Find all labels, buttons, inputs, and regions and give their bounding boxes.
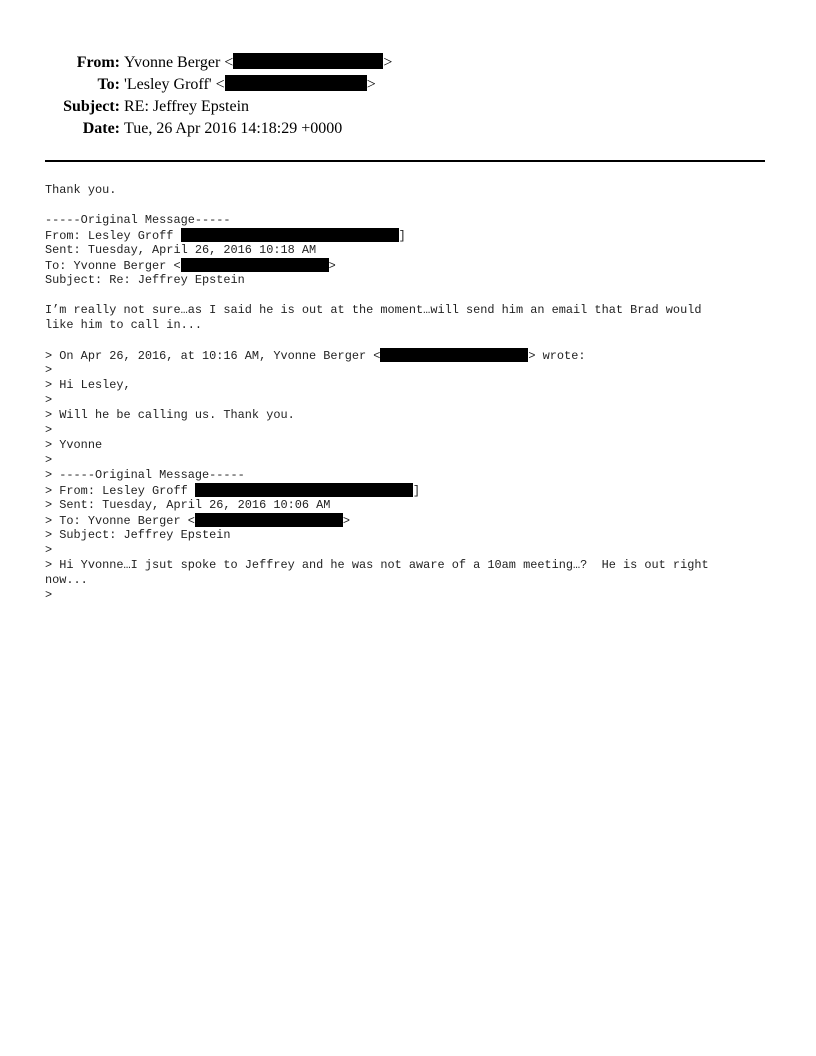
body-line: > Yvonne [45, 438, 103, 452]
body-text: To: Yvonne Berger < [45, 259, 181, 273]
to-close: > [366, 76, 376, 93]
body-line: > [45, 363, 53, 377]
redaction-box [181, 258, 329, 272]
body-line: I’m really not sure…as I said he is out at the moment…will send him an email that Brad would [45, 303, 702, 317]
body-line: > [45, 393, 53, 407]
header-date-row [0, 118, 816, 140]
body-text: > [342, 514, 350, 528]
body-text: > On Apr 26, 2016, at 10:16 AM, Yvonne Berger < [45, 349, 381, 363]
body-line: > [45, 543, 53, 557]
body-line: > Hi Lesley, [45, 378, 131, 392]
body-line: > Hi Yvonne…I jsut spoke to Jeffrey and he was not aware of a 10am meeting…? He is out right [45, 558, 709, 572]
body-line: > Will he be calling us. Thank you. [45, 408, 295, 422]
body-line: > Sent: Tuesday, April 26, 2016 10:06 AM [45, 498, 331, 512]
body-line: > Subject: Jeffrey Epstein [45, 528, 231, 542]
body-text: ] [412, 484, 420, 498]
body-line: Sent: Tuesday, April 26, 2016 10:18 AM [45, 243, 317, 257]
body-line [45, 228, 785, 243]
to-name: 'Lesley Groff' < [124, 76, 225, 93]
subject-value: RE: Jeffrey Epstein [124, 98, 250, 115]
to-label: To: [97, 76, 120, 93]
body-line [45, 258, 785, 273]
body-line: now... [45, 573, 88, 587]
subject-label: Subject: [63, 98, 120, 115]
header-subject-row [0, 96, 816, 118]
body-line: like him to call in... [45, 318, 202, 332]
body-line [45, 513, 785, 528]
to-value [124, 74, 376, 96]
redaction-box [195, 483, 413, 497]
from-close: > [383, 54, 393, 71]
body-line [45, 348, 785, 363]
header-divider [45, 160, 765, 162]
body-line: Thank you. [45, 183, 117, 197]
from-label: From: [76, 54, 120, 71]
redaction-box [195, 513, 343, 527]
body-text: From: Lesley Groff [45, 229, 181, 243]
date-value: Tue, 26 Apr 2016 14:18:29 +0000 [124, 120, 343, 137]
redaction-box [233, 53, 383, 69]
date-label: Date: [82, 120, 120, 137]
from-name: Yvonne Berger < [124, 54, 234, 71]
body-line: > [45, 588, 53, 602]
body-text: > wrote: [528, 349, 586, 363]
body-line [45, 483, 785, 498]
redaction-box [225, 75, 367, 91]
body-text: > [328, 259, 336, 273]
body-line: > -----Original Message----- [45, 468, 245, 482]
redaction-box [380, 348, 528, 362]
body-line: > [45, 423, 53, 437]
body-line: Subject: Re: Jeffrey Epstein [45, 273, 245, 287]
redaction-box [181, 228, 399, 242]
from-value [124, 52, 392, 74]
body-line: -----Original Message----- [45, 213, 231, 227]
header-to-row [0, 74, 816, 96]
body-text: > To: Yvonne Berger < [45, 514, 195, 528]
header-from-row [0, 52, 816, 74]
body-text: > From: Lesley Groff [45, 484, 195, 498]
body-text: ] [398, 229, 406, 243]
body-line: > [45, 453, 53, 467]
